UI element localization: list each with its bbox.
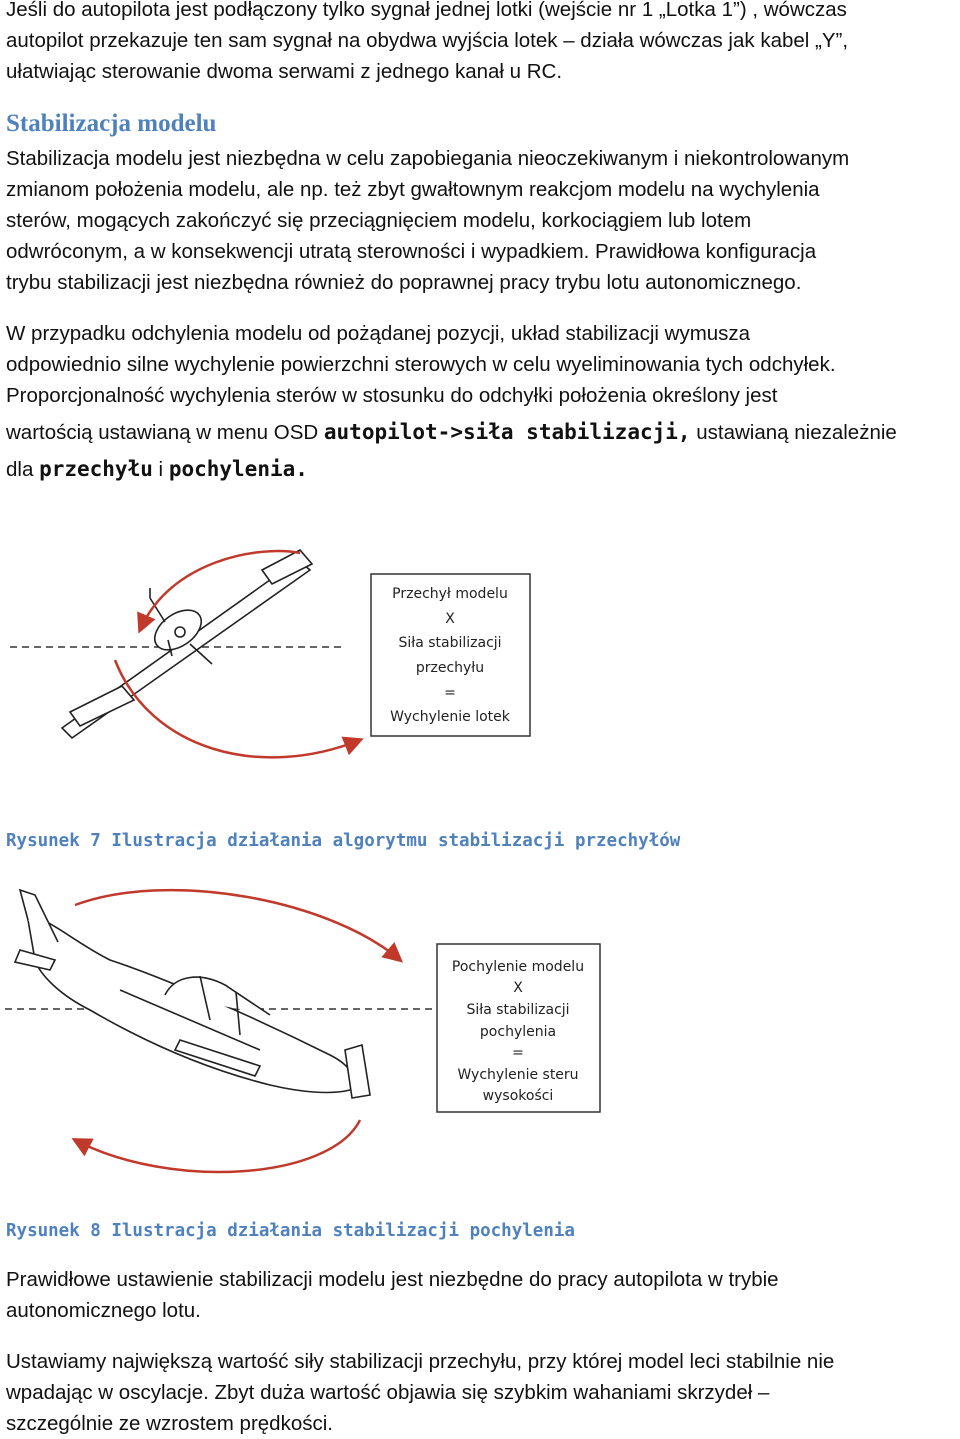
airplane-side-icon (15, 890, 370, 1098)
text-line (6, 417, 960, 448)
formula-line: przechyłu (415, 660, 485, 676)
text-line: Jeśli do autopilota jest podłączony tylko sygnał jednej lotki (wejście nr 1 „Lotka 1”) , wówczas (6, 0, 847, 21)
text-line (6, 454, 960, 485)
text-line: Ustawiamy największą wartość siły stabilizacji przechyłu, przy której model leci stabilnie nie (6, 1350, 835, 1373)
formula-line: X (445, 611, 455, 627)
bold-term-pitch: pochylenia. (168, 457, 308, 481)
formula-line: Siła stabilizacji (466, 1002, 570, 1018)
formula-line: X (513, 980, 523, 996)
text-line: ułatwiając sterowanie dwoma serwami z jednego kanał u RC. (6, 60, 563, 83)
menu-path: autopilot->siła stabilizacji, (323, 420, 691, 444)
formula-line: = (444, 685, 456, 701)
section-heading: Stabilizacja modelu (6, 110, 217, 137)
intro-paragraph (6, 0, 960, 87)
formula-line: Wychylenie lotek (390, 709, 510, 725)
stabilization-paragraph (6, 143, 960, 298)
text-line: Prawidłowe ustawienie stabilizacji modelu jest niezbędne do pracy autopilota w trybie (6, 1268, 779, 1291)
text-line: trybu stabilizacji jest niezbędna również do poprawnej pracy trybu lotu autonomicznego. (6, 271, 802, 294)
formula-line: Siła stabilizacji (398, 635, 502, 651)
formula-line: Przechył modelu (392, 586, 508, 602)
roll-diagram (0, 540, 960, 780)
figure7-caption: Rysunek 7 Ilustracja działania algorytmu stabilizacji przechyłów (6, 831, 681, 851)
formula-line: Pochylenie modelu (451, 959, 585, 975)
text-fragment: dla (6, 458, 40, 481)
text-line: wpadając w oscylacje. Zbyt duża wartość objawia się szybkim wahaniami skrzydeł – (6, 1381, 770, 1404)
autonomous-paragraph (6, 1264, 960, 1326)
figure8-caption: Rysunek 8 Ilustracja działania stabilizacji pochylenia (6, 1221, 575, 1241)
text-line: odpowiednio silne wychylenie powierzchni sterowych w celu wyeliminowania tych odchyłek. (6, 353, 836, 376)
pitch-arrow-top (75, 890, 400, 960)
pitch-arrow-bottom (75, 1120, 360, 1172)
text-line: odwróconym, a w konsekwencji utratą sterowności i wypadkiem. Prawidłowa konfiguracja (6, 240, 817, 263)
text-fragment: ustawianą niezależnie (690, 421, 897, 444)
formula-line: = (512, 1045, 524, 1061)
text-line: sterów, mogących zakończyć się przeciągnięciem modelu, korkociągiem lub lotem (6, 209, 752, 232)
text-line: Proporcjonalność wychylenia sterów w stosunku do odchyłki położenia określony jest (6, 384, 778, 407)
text-line: Stabilizacja modelu jest niezbędna w celu zapobiegania nieoczekiwanym i niekontrolowanym (6, 147, 850, 170)
formula-line: Wychylenie steru (457, 1067, 579, 1083)
deviation-paragraph (6, 318, 960, 485)
pitch-diagram (0, 880, 960, 1180)
text-line: W przypadku odchylenia modelu od pożądanej pozycji, układ stabilizacji wymusza (6, 322, 751, 345)
formula-line: pochylenia (479, 1024, 557, 1040)
text-line: autopilot przekazuje ten sam sygnał na obydwa wyjścia lotek – działa wówczas jak kabel „Y”, (6, 29, 849, 52)
text-line: zmianom położenia modelu, ale np. też zbyt gwałtownym reakcjom modelu na wychylenia (6, 178, 820, 201)
airplane-front-icon (62, 550, 312, 738)
setting-paragraph (6, 1346, 960, 1439)
text-line: szczególnie ze wzrostem prędkości. (6, 1412, 333, 1435)
bold-term-roll: przechyłu (39, 457, 153, 481)
formula-line: wysokości (482, 1088, 554, 1104)
figure-pitch-stabilization (0, 880, 960, 1180)
figure-roll-stabilization (0, 540, 960, 780)
text-fragment: wartością ustawianą w menu OSD (6, 421, 324, 444)
text-line: autonomicznego lotu. (6, 1299, 201, 1322)
text-fragment: i (152, 458, 169, 481)
